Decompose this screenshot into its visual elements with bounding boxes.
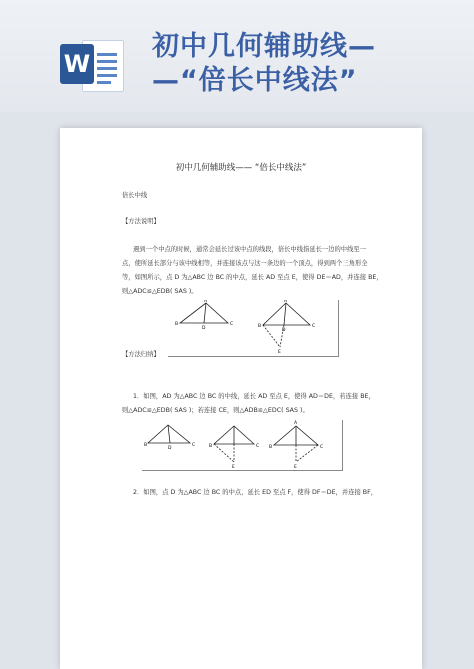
- method-label: 【方法说明】: [122, 218, 160, 225]
- header-banner: [0, 0, 474, 112]
- label-c: C: [230, 322, 234, 327]
- method-line: 遇到一个中点的时候，通常会延长过该中点的线段，倍长中线指延长一边的中线至一: [133, 246, 366, 253]
- document-title: 初中几何辅助线—— “倍长中线法”: [175, 163, 307, 173]
- word-document-icon: [60, 36, 124, 94]
- item2-line: 2．如图，点 D 为△ABC 边 BC 的中点，延长 ED 至点 F，使得 DF＝DE，并连接 BF，: [133, 489, 378, 496]
- page-title-line-2: —“倍长中线法”: [152, 65, 358, 96]
- label-a: A: [204, 300, 208, 304]
- triangle-abc-left: [180, 303, 228, 323]
- section-heading: 倍长中线: [122, 192, 148, 199]
- label-c: C: [192, 443, 196, 448]
- label-e: E: [294, 465, 297, 470]
- triangle-fig2-a: [148, 425, 190, 443]
- label-c: C: [312, 324, 316, 329]
- triangle-abc-right: [263, 303, 310, 347]
- method-line: 点，使所延长部分与该中线相等，并连接该点与这一条边的一个顶点，得到两个三角形全: [122, 260, 368, 267]
- label-d: D: [282, 328, 286, 333]
- page-title: [152, 30, 457, 98]
- label-b: B: [258, 324, 262, 329]
- label-b: B: [175, 322, 179, 327]
- label-c: C: [320, 445, 324, 450]
- label-b: B: [269, 445, 273, 450]
- summary-label: 【方法归纳】: [122, 351, 160, 358]
- figure-triangles-2: [142, 420, 343, 471]
- triangle-fig2-c: [274, 426, 318, 462]
- document-page: [60, 128, 422, 669]
- figure-triangles-1: [168, 300, 339, 357]
- label-e: E: [278, 350, 281, 355]
- label-c: C: [256, 444, 260, 449]
- label-a: A: [294, 421, 298, 426]
- label-b: B: [209, 444, 213, 449]
- label-b: B: [144, 443, 148, 448]
- label-a: A: [284, 300, 288, 304]
- label-e: E: [232, 465, 235, 470]
- item1-line: 1．如图，AD 为△ABC 边 BC 的中线，延长 AD 至点 E，使得 AD＝DE，若连接 BE，: [133, 393, 375, 400]
- triangle-fig2-b: [214, 426, 254, 462]
- label-d: D: [168, 446, 172, 451]
- word-badge: W: [60, 44, 94, 84]
- method-line: 等，如图所示，点 D 为△ABC 边 BC 的中点，延长 AD 至点 E，使得 DE＝AD，并连接 BE，: [122, 274, 383, 281]
- label-d: D: [202, 326, 206, 331]
- method-line: 则△ADC≌△EDB( SAS )。: [122, 288, 198, 295]
- page-title-line-1: 初中几何辅助线—: [152, 31, 376, 62]
- item1-line: 则△ADC≌△EDB( SAS )；若连接 CE，则△ADB≌△EDC( SAS )。: [122, 407, 309, 414]
